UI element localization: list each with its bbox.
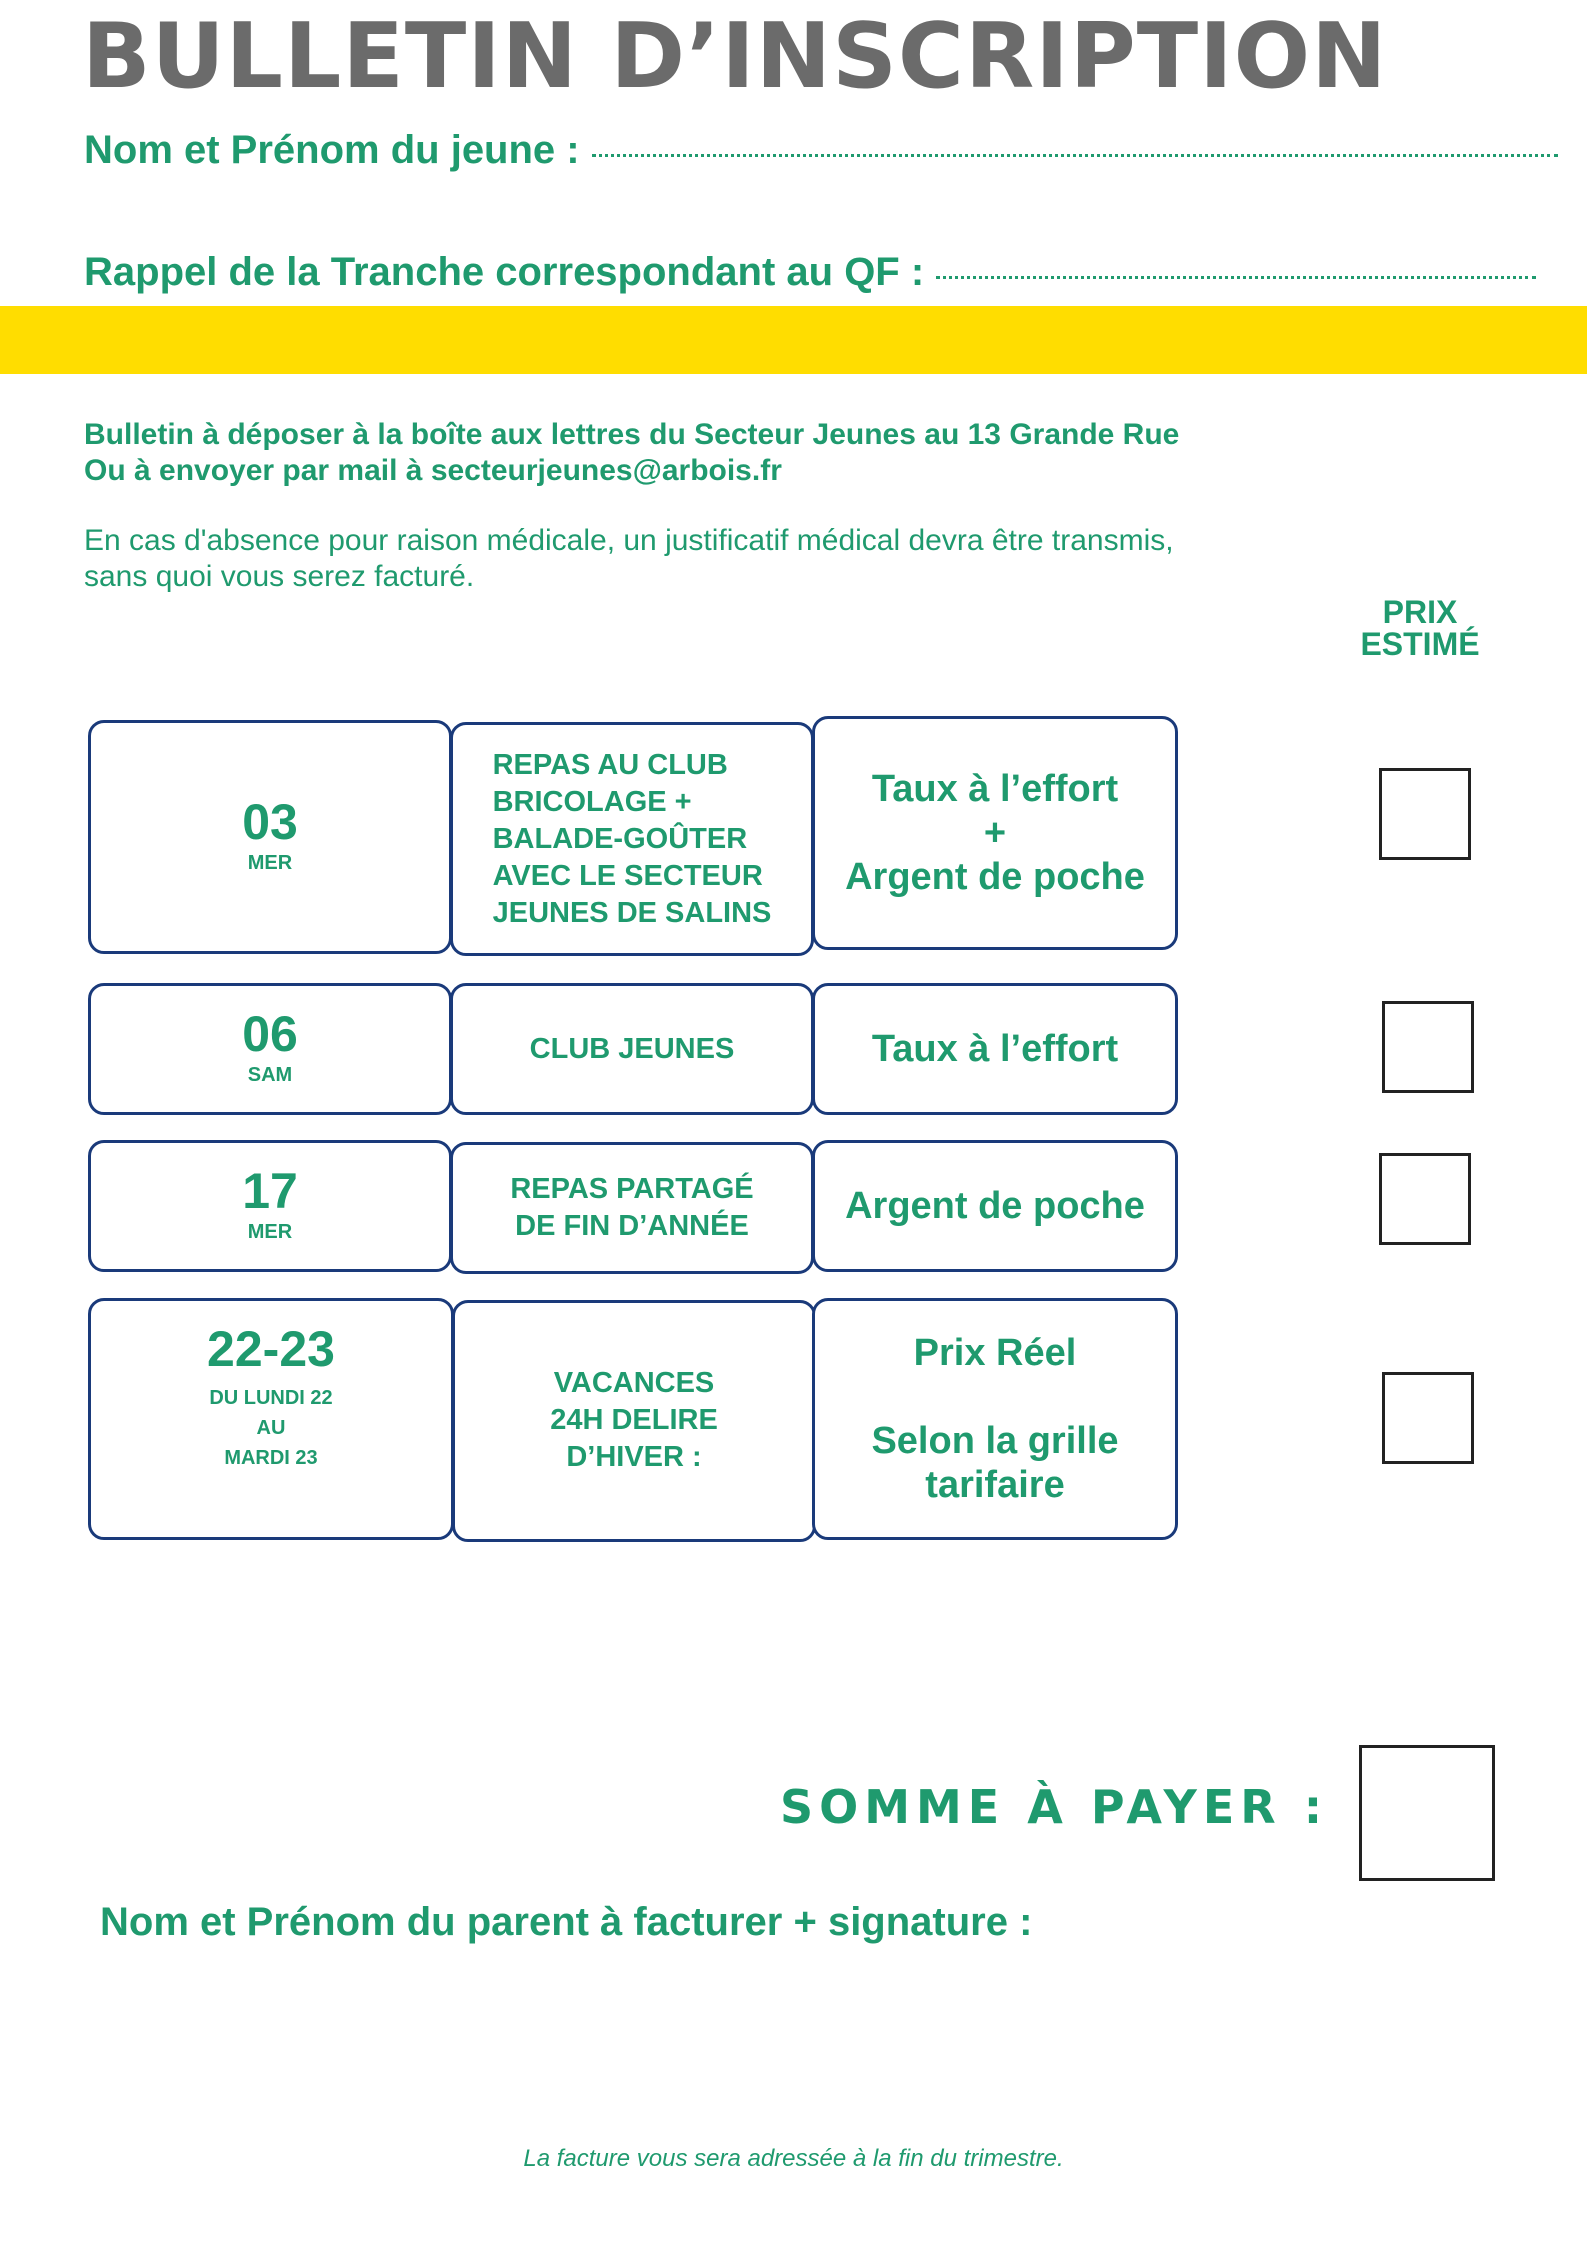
price-card [812,983,1178,1115]
activity-text: VACANCES 24H DELIRE D’HIVER : [550,1367,718,1473]
qf-tranche-label: Rappel de la Tranche correspondant au QF : [84,250,925,294]
price-card [812,716,1178,950]
total-amount-box[interactable] [1359,1745,1495,1881]
activity-card [450,722,814,956]
price-line: Argent de poche [845,1185,1145,1227]
prix-estime-header: PRIX ESTIMÉ [1360,594,1480,662]
activity-text: REPAS PARTAGÉ DE FIN D’ANNÉE [510,1173,754,1242]
checkbox-row-03[interactable] [1379,768,1471,860]
price-card [812,1140,1178,1272]
day-number: 06 [242,1006,298,1062]
price-line: Taux à l’effort [871,1028,1119,1070]
weekday: MER [247,1221,293,1243]
youth-name-dotted-line[interactable] [592,154,1558,157]
activity-card [450,1142,814,1274]
price-line: + [983,812,1007,854]
youth-name-label: Nom et Prénom du jeune : [84,128,580,172]
email-info: Ou à envoyer par mail à secteurjeunes@arbois.fr [84,454,782,487]
checkbox-row-17[interactable] [1379,1153,1471,1245]
medical-notice-line1: En cas d'absence pour raison médicale, un justificatif médical devra être transmis, [84,524,1174,557]
price-card [812,1298,1178,1540]
day-number: 22-23 [207,1321,335,1377]
price-line: Argent de poche [845,856,1145,898]
date-card [88,983,452,1115]
medical-notice-line2: sans quoi vous serez facturé. [84,560,475,593]
price-line: Selon la grille [871,1420,1119,1462]
weekday: SAM [247,1064,293,1086]
page-title: BULLETIN D’INSCRIPTION [82,4,1388,109]
checkbox-row-22-23[interactable] [1382,1372,1474,1464]
activity-text: REPAS AU CLUB BRICOLAGE + BALADE-GOÛTER AVEC LE SECTEUR JEUNES DE SALINS [492,748,772,929]
yellow-divider-band [0,306,1587,374]
price-line: Taux à l’effort [871,768,1119,810]
activity-card [452,1300,816,1542]
parent-signature-label: Nom et Prénom du parent à facturer + signature : [100,1900,1033,1944]
qf-tranche-field[interactable] [84,250,1536,295]
activity-card [450,983,814,1115]
date-range: DU LUNDI 22 AU MARDI 23 [209,1387,333,1469]
total-label: SOMME À PAYER : [780,1780,1329,1834]
youth-name-field[interactable] [84,128,1558,173]
date-card [88,1298,454,1540]
qf-tranche-dotted-line[interactable] [936,276,1536,279]
activity-text: CLUB JEUNES [529,1032,735,1065]
day-number: 03 [242,794,298,850]
price-line: Prix Réel [913,1332,1077,1374]
date-card [88,1140,452,1272]
weekday: MER [247,852,293,874]
price-line: tarifaire [925,1464,1065,1506]
checkbox-row-06[interactable] [1382,1001,1474,1093]
day-number: 17 [242,1163,298,1219]
date-card [88,720,452,954]
drop-off-info: Bulletin à déposer à la boîte aux lettres du Secteur Jeunes au 13 Grande Rue [84,418,1180,451]
footer-note: La facture vous sera adressée à la fin du trimestre. [523,2145,1064,2172]
